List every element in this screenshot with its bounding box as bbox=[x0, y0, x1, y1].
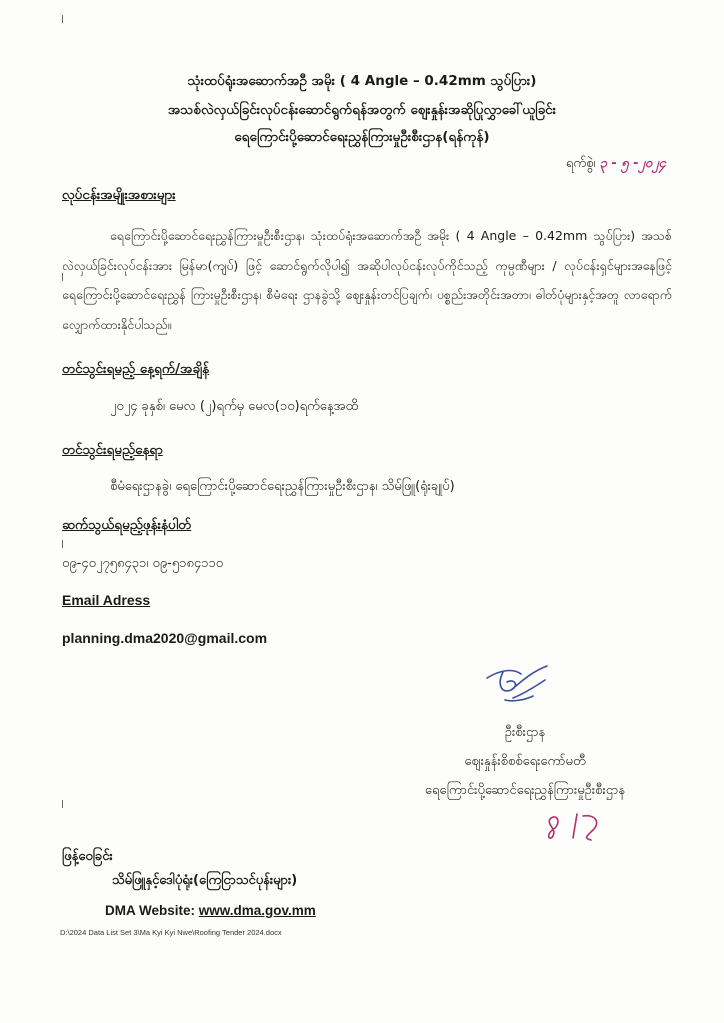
website-label: DMA Website: bbox=[105, 903, 196, 918]
section-body-work-type: ရေကြောင်းပို့ဆောင်ရေးညွှန်ကြားမှုဦးစီးဌာန၊ သုံးထပ်ရုံးအဆောက်အဦ အမိုး ( 4 Angle – 0.42mm သွပ်ပြား) အသစ်လဲလှယ်ခြင်းလုပ်ငန်းအား မြန်မာ(ကျပ်) ဖြင့် ဆောင်ရွက်လိုပါ၍ အဆိုပါလုပ်ငန်းလုပ်ကိုင်သည့် ကုမ္ပဏီများ / လုပ်ငန်းရှင်များအနေဖြင့် ရေကြောင်းပို့ဆောင်ရေးညွှန် ကြားမှုဦးစီးဌာန၊ စီမံရေး ဌာနခွဲသို့ ဈေးနှုန်းတင်ပြချက်၊ ပစ္စည်းအတိုင်းအတာ၊ ဓါတ်ပုံများနှင့်အတူ လာရောက်လျှောက်ထားနိုင်ပါသည်။ bbox=[62, 228, 672, 332]
email-address[interactable]: planning.dma2020@gmail.com bbox=[62, 630, 268, 646]
date-row bbox=[566, 155, 666, 174]
distribution-item-noticeboards: သိမ်ဖြူနှင့်ဒေါပုံရုံး(ကြေငြာသင်ပုန်းများ) bbox=[112, 873, 298, 888]
dma-website-line bbox=[105, 903, 316, 918]
signature-committee: ဈေးနှုန်းစိစစ်ရေးကော်မတီ bbox=[464, 754, 586, 769]
signature-organization: ရေကြောင်းပို့ဆောင်ရေးညွှန်ကြားမှုဦးစီးဌာန bbox=[424, 783, 626, 798]
website-link[interactable]: www.dma.gov.mm bbox=[198, 903, 316, 918]
header-title-line-2: အသစ်လဲလှယ်ခြင်းလုပ်ငန်းဆောင်ရွက်ရန်အတွက် ဈေးနှုန်းအဆိုပြုလွှာခေါ်ယူခြင်း bbox=[167, 102, 557, 118]
header-title-line-1: သုံးထပ်ရုံးအဆောက်အဦ အမိုး ( 4 Angle – 0.42mm သွပ်ပြား) bbox=[187, 73, 537, 89]
distribution-heading: ဖြန့်ဝေခြင်း bbox=[62, 849, 113, 864]
scan-mark bbox=[62, 800, 63, 808]
section-heading-contact-phone: ဆက်သွယ်ရမည့်ဖုန်းနံပါတ် bbox=[62, 517, 192, 533]
section-heading-submission-time: တင်သွင်းရမည့် နေ့ရက်/အချိန် bbox=[62, 361, 210, 377]
signature-block bbox=[390, 718, 660, 805]
signature-for-label: ဦးစီးဌာန bbox=[504, 725, 546, 740]
section-heading-submission-place: တင်သွင်းရမည့်နေရာ bbox=[62, 442, 163, 458]
section-body-submission-place: စီမံရေးဌာနခွဲ၊ ရေကြောင်းပို့ဆောင်ရေးညွှန်ကြားမှုဦးစီးဌာန၊ သိမ်ဖြူ(ရုံးချုပ်) bbox=[110, 479, 455, 494]
date-value: ၃ - ၅ -၂၀၂၄ bbox=[599, 156, 666, 171]
header-title-line-3: ရေကြောင်းပို့ဆောင်ရေးညွှန်ကြားမှုဦးစီးဌာန(ရန်ကုန်) bbox=[234, 129, 490, 145]
email-heading: Email Adress bbox=[62, 592, 151, 608]
file-path-footer: D:\2024 Data List Set 3\Ma Kyi Kyi Nwe\Roofing Tender 2024.docx bbox=[60, 928, 282, 937]
scan-mark bbox=[62, 540, 63, 548]
section-body-submission-time: ၂၀၂၄ ခုနှစ်၊ မေလ (၂)ရက်မှ မေလ(၁၀)ရက်နေ့အထိ bbox=[110, 399, 359, 414]
contact-phone-numbers: ၀၉-၄၀၂၇၅၈၄၃၁၊ ၀၉-၅၁၈၄၁၁၀ bbox=[62, 556, 224, 571]
scan-mark bbox=[62, 15, 63, 23]
handwritten-initials bbox=[543, 808, 613, 844]
section-heading-work-type: လုပ်ငန်းအမျိုးအစားများ bbox=[62, 187, 176, 203]
handwritten-signature bbox=[475, 660, 555, 710]
date-label: ရက်စွဲ၊ bbox=[565, 156, 596, 171]
